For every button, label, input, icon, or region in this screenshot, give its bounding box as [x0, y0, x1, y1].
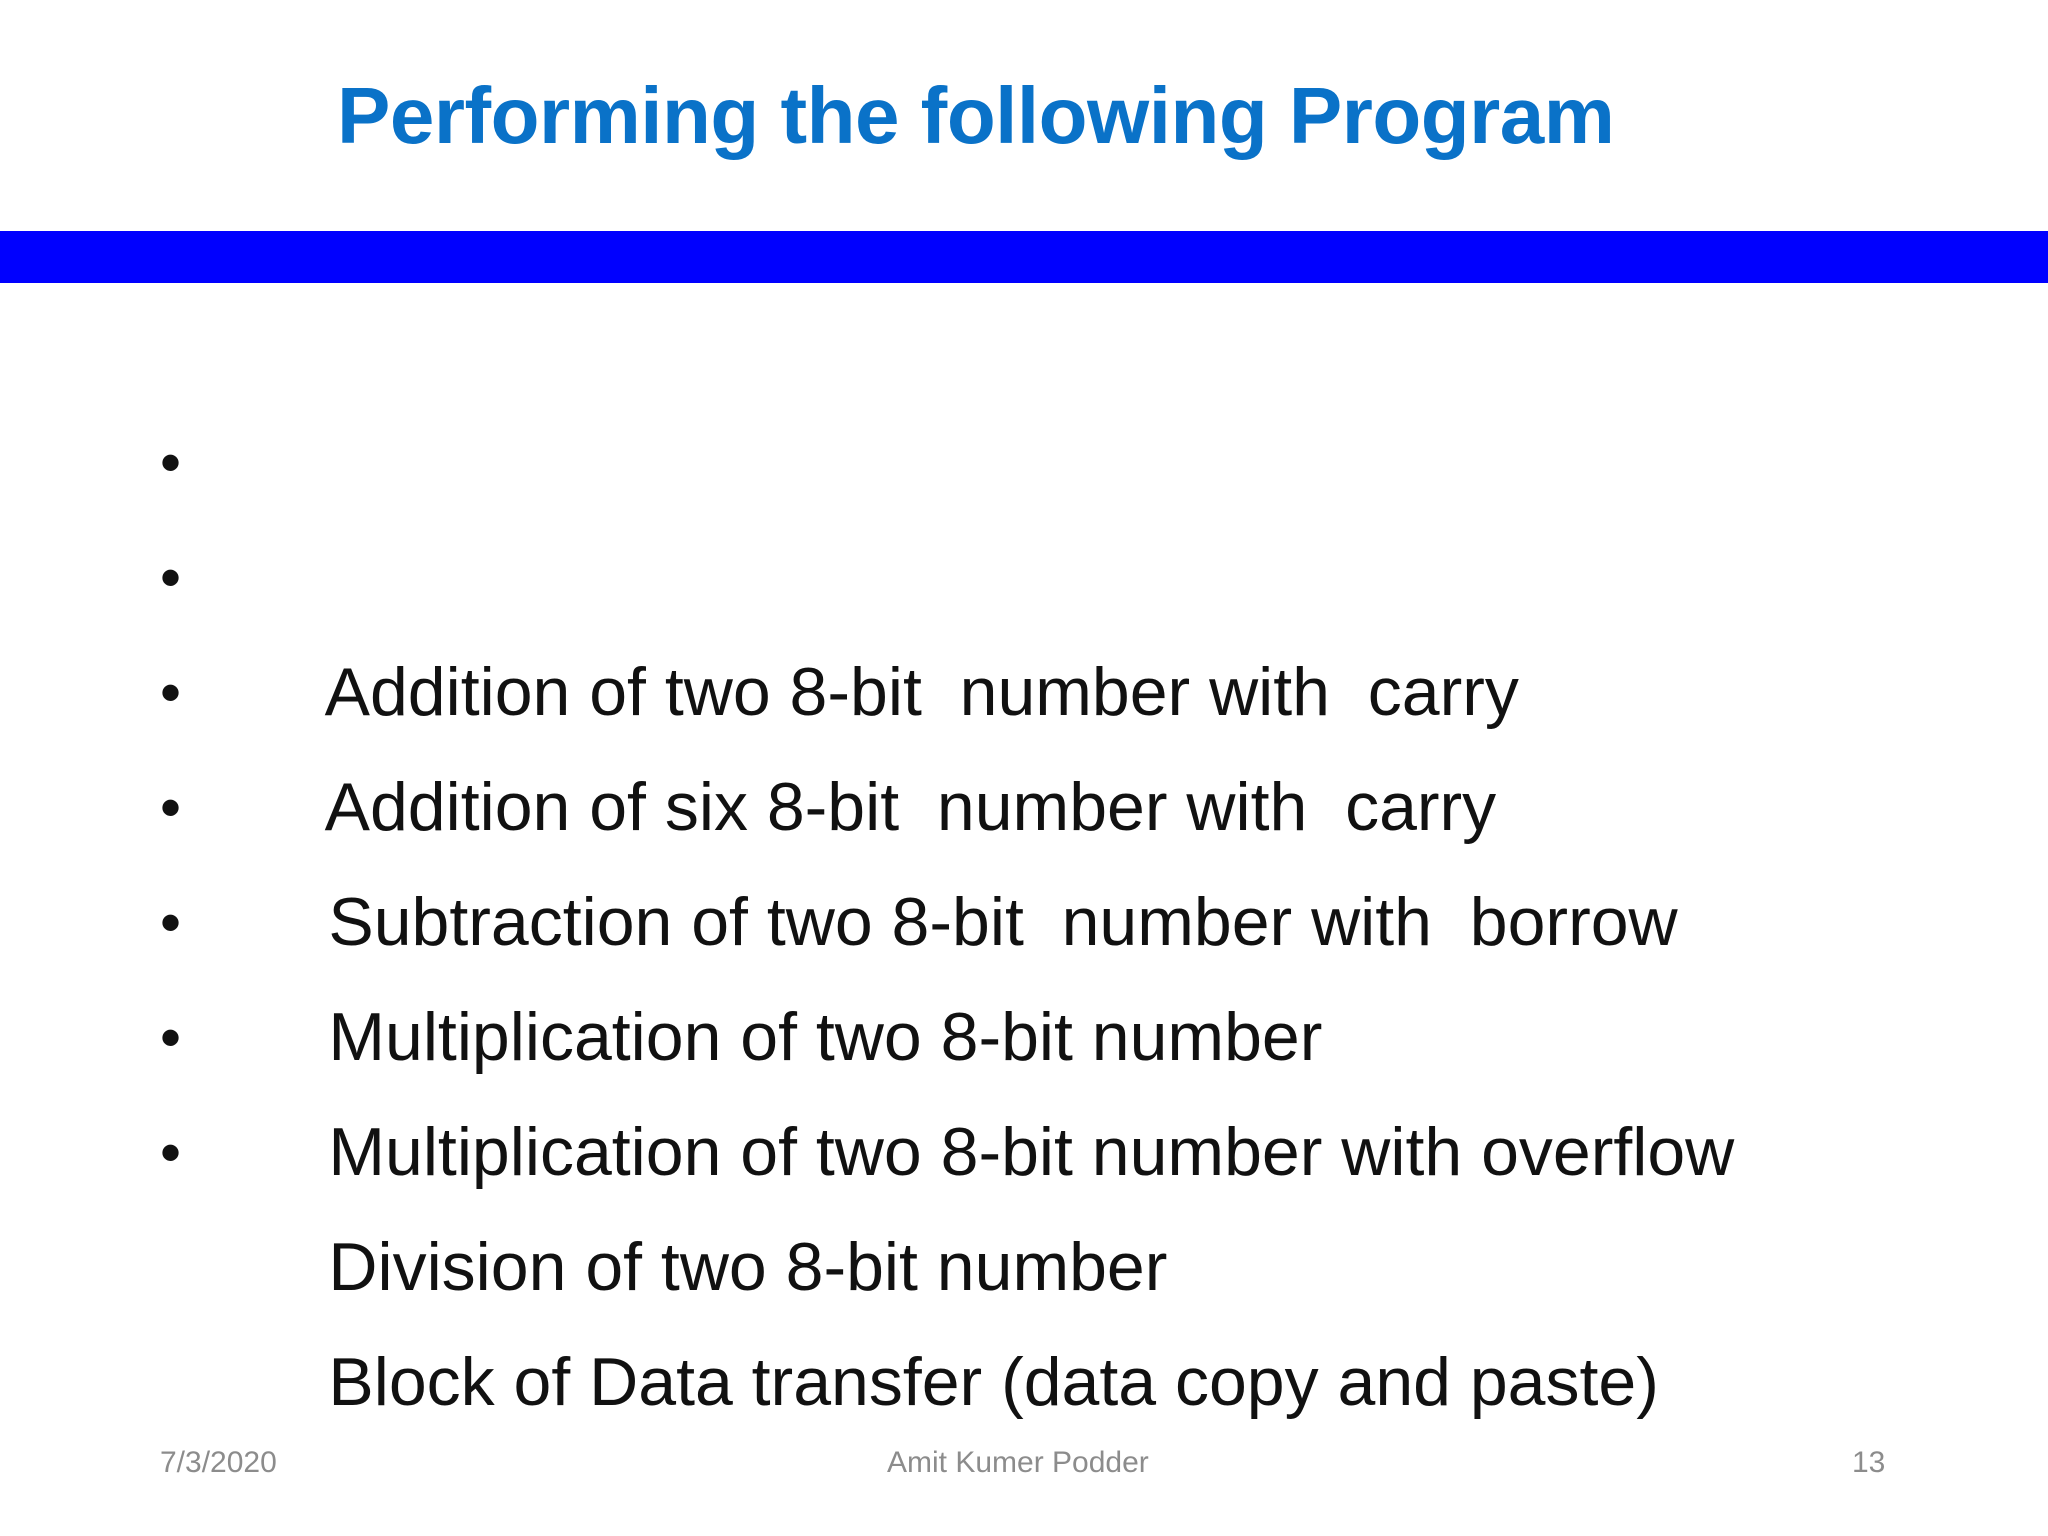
bullet-text: Block of Data transfer (data copy and paste)	[328, 1344, 1659, 1420]
bullet-text: Division of two 8-bit number	[328, 1229, 1168, 1305]
bullet-icon: •	[160, 774, 182, 841]
bullet-item	[160, 405, 1734, 730]
bullet-text: Multiplication of two 8-bit number with overflow	[328, 1114, 1735, 1190]
bullet-list	[160, 405, 1735, 1420]
footer-author: Amit Kumer Podder	[887, 1446, 1149, 1479]
bullet-icon: •	[160, 429, 182, 496]
footer-date: 7/3/2020	[160, 1446, 277, 1479]
bullet-text: Addition of six 8-bit number with carry	[324, 769, 1497, 845]
footer-page-number: 13	[1852, 1446, 1886, 1479]
bullet-icon: •	[160, 1004, 182, 1071]
bullet-text: Addition of two 8-bit number with carry	[324, 654, 1519, 730]
bullet-item	[160, 865, 1735, 1190]
bullet-icon: •	[160, 544, 182, 611]
bullet-text: Subtraction of two 8-bit number with borrow	[328, 884, 1678, 960]
bullet-icon: •	[160, 889, 182, 956]
bullet-icon: •	[160, 1119, 182, 1186]
bullet-icon: •	[160, 659, 182, 726]
bullet-text: Multiplication of two 8-bit number	[328, 999, 1323, 1075]
title-divider-bar	[0, 231, 2048, 283]
slide-title: Performing the following Program	[337, 71, 1615, 160]
